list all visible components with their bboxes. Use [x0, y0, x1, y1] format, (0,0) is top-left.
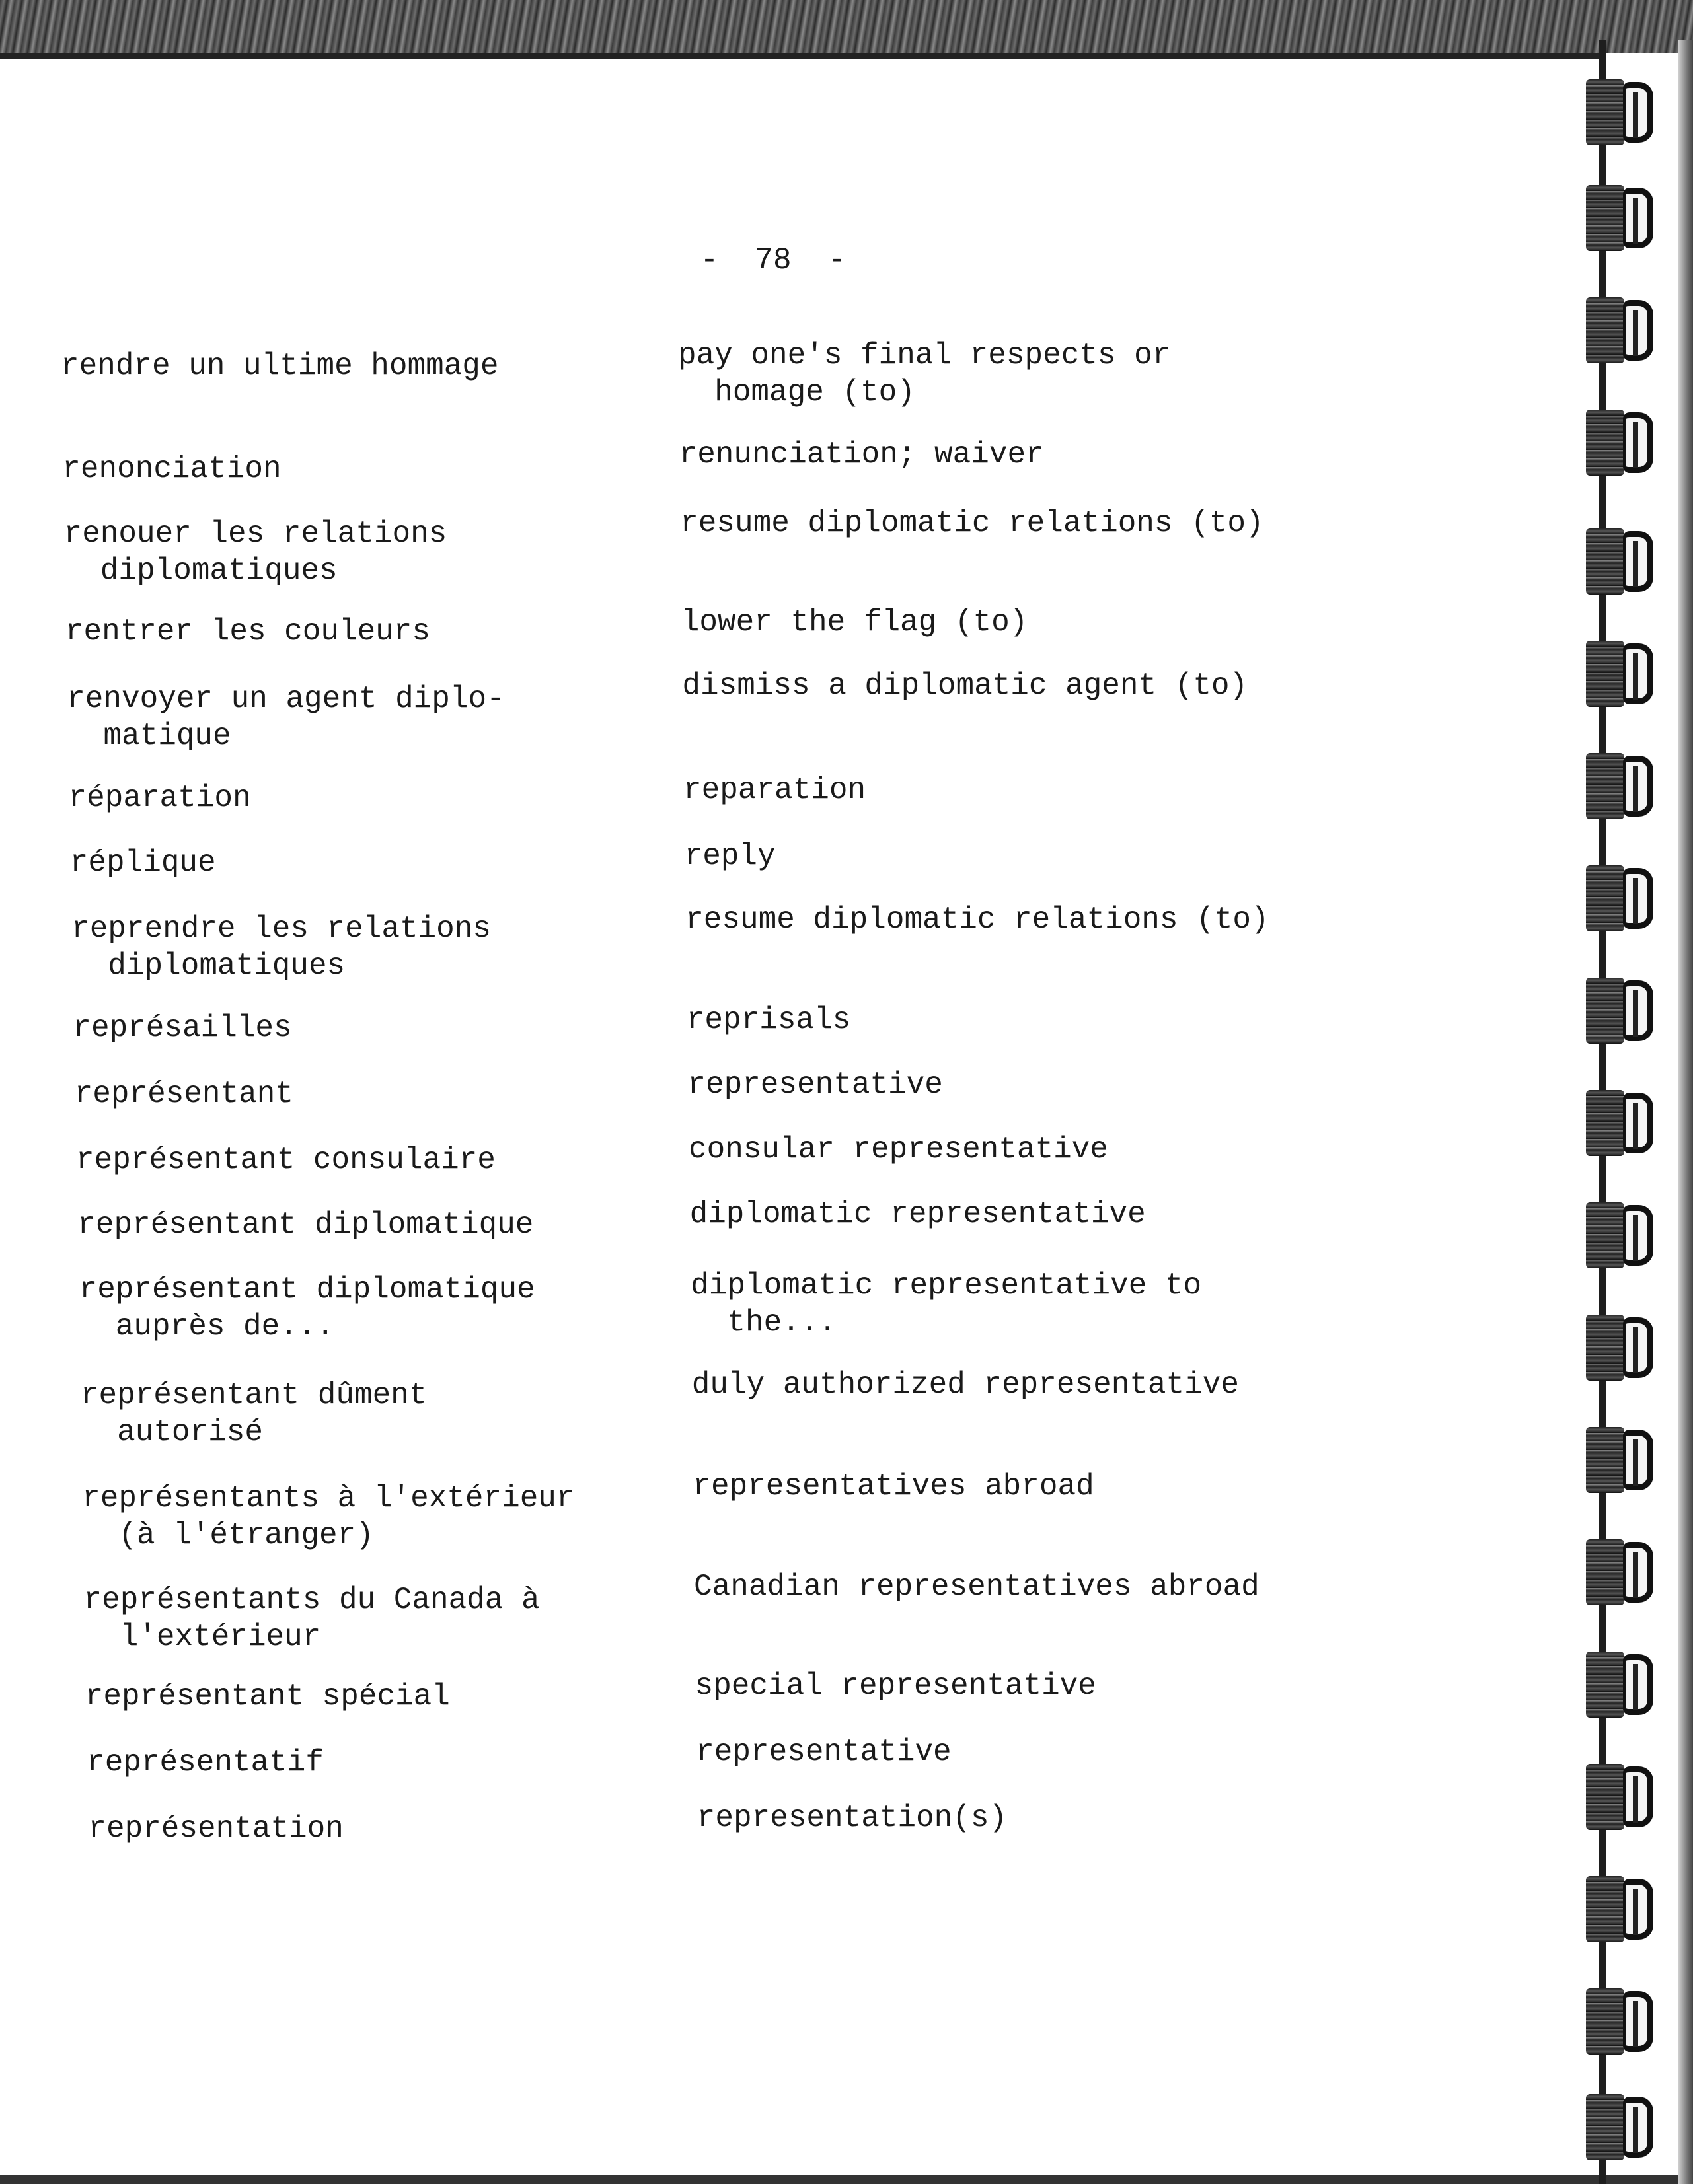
english-translation: special representative — [695, 1669, 1096, 1703]
binding-ring-loop — [1623, 1430, 1653, 1490]
english-translation: resume diplomatic relations (to) — [680, 506, 1264, 540]
binding-ring-loop — [1623, 1654, 1653, 1715]
english-translation: duly authorized representative — [691, 1367, 1239, 1402]
binding-ring-block — [1586, 528, 1624, 595]
binding-ring-loop — [1623, 1205, 1653, 1266]
binding-ring-loop — [1623, 2097, 1653, 2158]
binding-ring-loop — [1623, 1879, 1653, 1940]
binding-ring — [1586, 1315, 1659, 1381]
binding-ring-block — [1586, 1764, 1624, 1830]
english-translation: lower the flag (to) — [681, 605, 1028, 639]
binding-ring-block — [1586, 978, 1624, 1044]
binding-ring-block — [1586, 297, 1624, 363]
binding-ring-loop — [1623, 1991, 1653, 2052]
french-term: représailles — [73, 1011, 292, 1045]
binding-ring-block — [1586, 1652, 1624, 1718]
french-term: représentation — [88, 1811, 344, 1846]
binding-ring-block — [1586, 1315, 1624, 1381]
french-term: réplique — [69, 846, 216, 880]
english-translation: renunciation; waiver — [679, 437, 1044, 472]
english-translation: diplomatic representative to the... — [691, 1268, 1202, 1340]
french-term: rentrer les couleurs — [65, 614, 430, 649]
spiral-binding — [1586, 40, 1693, 2184]
binding-ring-block — [1586, 2094, 1624, 2160]
french-term: représentant — [74, 1077, 293, 1111]
french-term: renouer les relations diplomatiques — [63, 517, 447, 588]
english-translation: reprisals — [686, 1003, 851, 1037]
binding-ring-loop — [1623, 1542, 1653, 1603]
binding-ring — [1586, 1652, 1659, 1718]
binding-ring-loop — [1623, 82, 1653, 143]
binding-ring-loop — [1623, 412, 1653, 473]
binding-ring-block — [1586, 1202, 1624, 1268]
binding-ring-loop — [1623, 980, 1653, 1041]
binding-ring-block — [1586, 1988, 1624, 2055]
english-translation: diplomatic representative — [689, 1197, 1146, 1231]
binding-ring — [1586, 185, 1659, 251]
english-translation: dismiss a diplomatic agent (to) — [682, 669, 1248, 703]
french-term: renonciation — [62, 452, 282, 486]
french-term: rendre un ultime hommage — [61, 349, 499, 383]
binding-ring-block — [1586, 185, 1624, 251]
binding-ring-loop — [1623, 300, 1653, 361]
french-term: représentant spécial — [85, 1679, 450, 1714]
binding-ring-block — [1586, 1427, 1624, 1493]
binding-ring-block — [1586, 410, 1624, 476]
english-translation: representatives abroad — [693, 1469, 1094, 1504]
french-term: représentant diplomatique auprès de... — [79, 1272, 535, 1344]
binding-ring-block — [1586, 753, 1624, 819]
english-translation: representative — [687, 1068, 943, 1102]
french-term: représentatif — [87, 1745, 324, 1780]
binding-ring-loop — [1623, 1317, 1653, 1378]
binding-ring — [1586, 978, 1659, 1044]
binding-ring — [1586, 641, 1659, 707]
binding-ring — [1586, 1427, 1659, 1493]
french-term: représentants du Canada à l'extérieur — [83, 1583, 540, 1654]
page-number: - 78 - — [700, 243, 846, 277]
binding-edge — [1678, 40, 1693, 2184]
english-translation: Canadian representatives abroad — [694, 1570, 1260, 1604]
binding-ring-loop — [1623, 1766, 1653, 1827]
binding-ring — [1586, 1764, 1659, 1830]
binding-ring — [1586, 1539, 1659, 1605]
french-term: représentant consulaire — [76, 1143, 496, 1177]
binding-ring-block — [1586, 1876, 1624, 1942]
binding-ring — [1586, 1988, 1659, 2055]
binding-ring-loop — [1623, 868, 1653, 929]
binding-ring-loop — [1623, 1093, 1653, 1153]
binding-ring-block — [1586, 1539, 1624, 1605]
binding-ring-block — [1586, 641, 1624, 707]
english-translation: pay one's final respects or homage (to) — [678, 338, 1171, 410]
french-term: représentant diplomatique — [77, 1208, 534, 1242]
binding-ring — [1586, 753, 1659, 819]
english-translation: representative — [696, 1735, 952, 1769]
french-term: renvoyer un agent diplo- matique — [67, 682, 505, 753]
binding-ring — [1586, 410, 1659, 476]
binding-ring-loop — [1623, 531, 1653, 592]
binding-ring — [1586, 1876, 1659, 1942]
french-term: représentant dûment autorisé — [80, 1378, 428, 1449]
binding-ring — [1586, 528, 1659, 595]
binding-ring — [1586, 79, 1659, 145]
binding-ring-block — [1586, 1090, 1624, 1156]
binding-ring-block — [1586, 865, 1624, 931]
english-translation: resume diplomatic relations (to) — [685, 902, 1269, 937]
english-translation: reparation — [683, 773, 866, 807]
french-term: représentants à l'extérieur (à l'étranger) — [82, 1481, 575, 1552]
binding-ring-loop — [1623, 188, 1653, 248]
binding-ring-loop — [1623, 756, 1653, 817]
binding-ring — [1586, 865, 1659, 931]
binding-ring-loop — [1623, 643, 1653, 704]
english-translation: representation(s) — [696, 1801, 1008, 1835]
binding-ring — [1586, 2094, 1659, 2160]
binding-ring — [1586, 1202, 1659, 1268]
french-term: reprendre les relations diplomatiques — [71, 912, 491, 983]
binding-ring — [1586, 1090, 1659, 1156]
french-term: réparation — [68, 781, 251, 815]
english-translation: reply — [684, 839, 776, 873]
binding-ring-block — [1586, 79, 1624, 145]
english-translation: consular representative — [689, 1132, 1108, 1167]
binding-ring — [1586, 297, 1659, 363]
